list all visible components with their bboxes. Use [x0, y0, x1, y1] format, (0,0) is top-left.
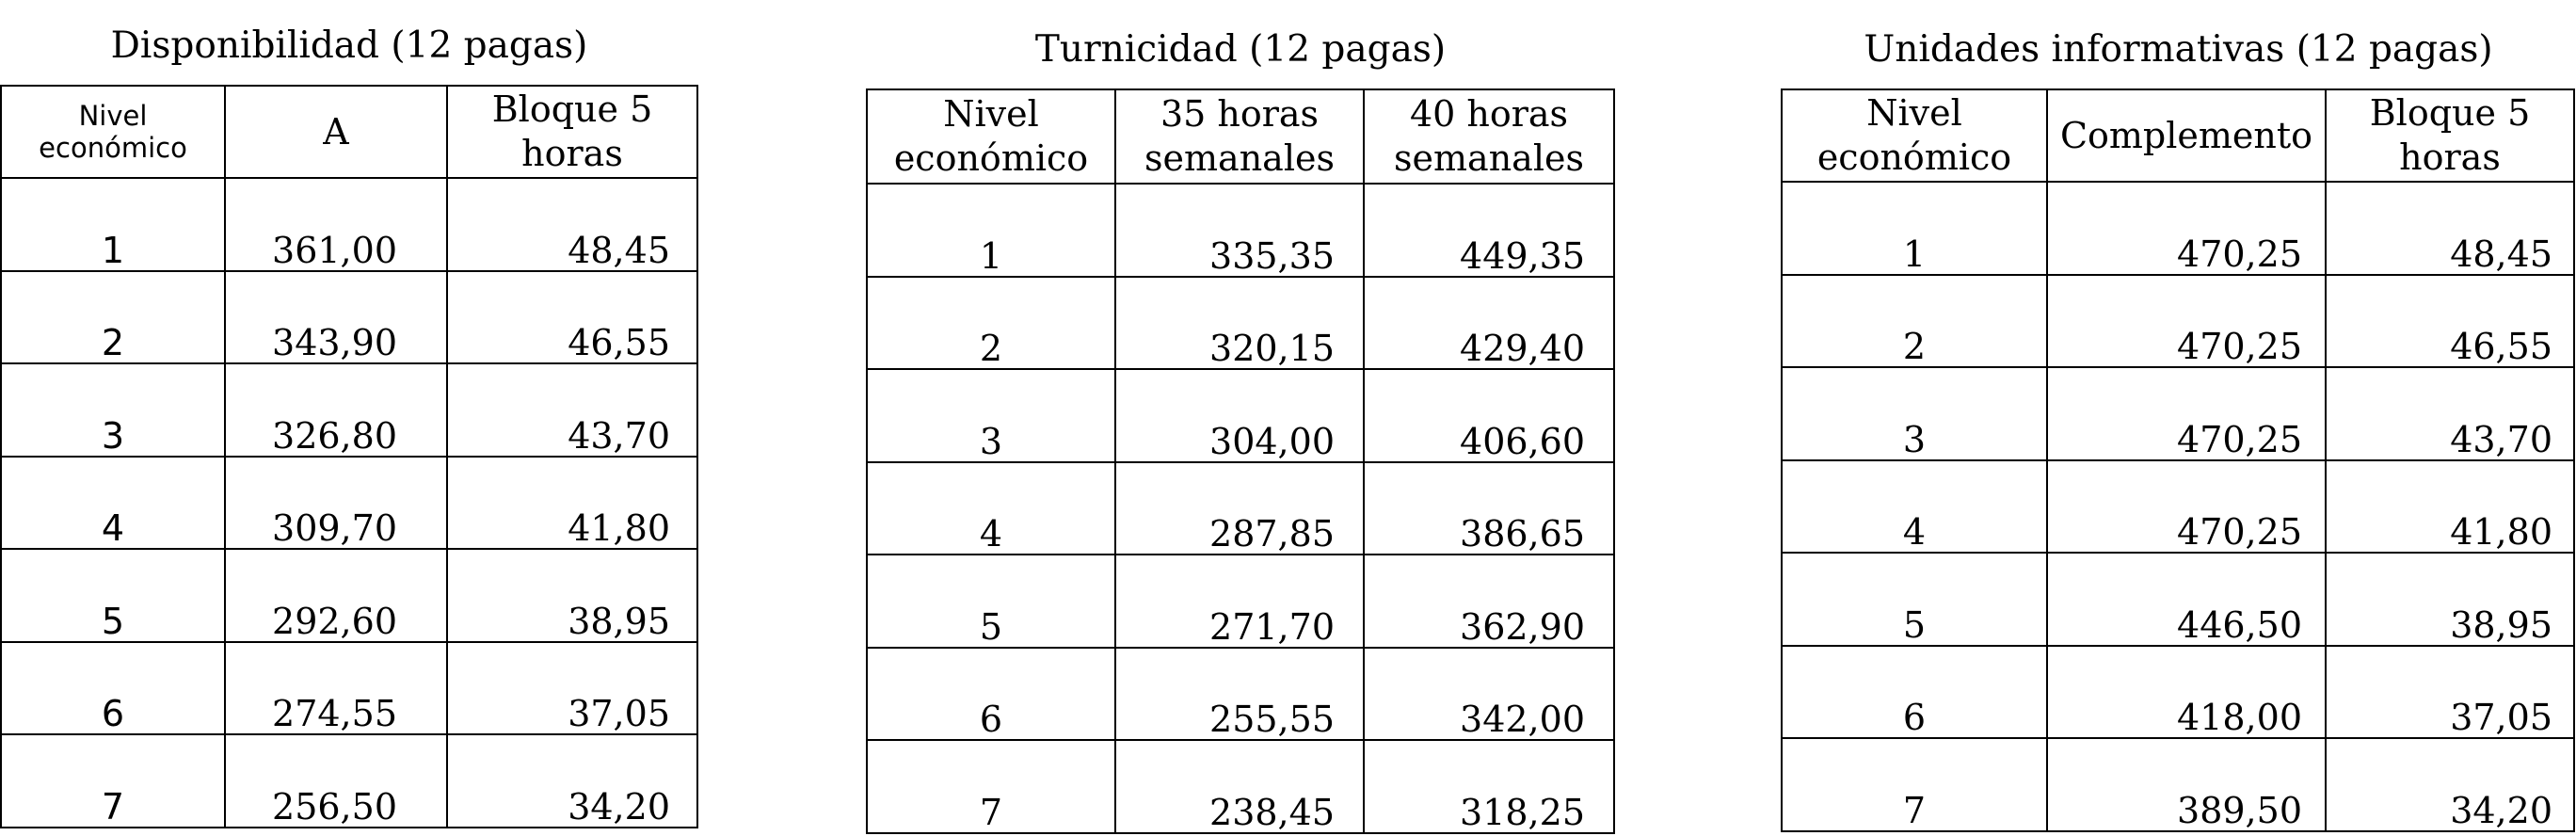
cell-value: 304,00: [1115, 369, 1364, 462]
table-row: [1, 457, 697, 550]
table-row: [1, 549, 697, 642]
cell-level: 7: [1782, 738, 2047, 831]
cell-level: 4: [1, 457, 225, 550]
cell-level: 2: [1, 271, 225, 364]
cell-value: 343,90: [225, 271, 447, 364]
cell-value: 255,55: [1115, 648, 1364, 741]
turnicidad-block: [866, 28, 1615, 836]
cell-value: 43,70: [2326, 367, 2574, 460]
header-nivel: Nivel económico: [867, 89, 1115, 184]
cell-level: 4: [867, 462, 1115, 555]
header-40-horas: 40 horas semanales: [1364, 89, 1614, 184]
cell-value: 406,60: [1364, 369, 1614, 462]
header-a: A: [225, 86, 447, 178]
table-header-row: [1, 86, 697, 178]
cell-value: 470,25: [2047, 182, 2326, 275]
cell-value: 361,00: [225, 178, 447, 271]
cell-level: 2: [867, 277, 1115, 370]
cell-value: 342,00: [1364, 648, 1614, 741]
cell-level: 3: [867, 369, 1115, 462]
table-row: [1782, 460, 2574, 554]
cell-value: 34,20: [447, 734, 697, 828]
cell-value: 449,35: [1364, 184, 1614, 277]
table-header-row: [1782, 89, 2574, 182]
table-row: [1782, 275, 2574, 368]
unidades-informativas-block: [1781, 28, 2576, 836]
cell-level: 6: [1, 642, 225, 735]
cell-value: 46,55: [2326, 275, 2574, 368]
cell-value: 326,80: [225, 363, 447, 457]
cell-level: 1: [1782, 182, 2047, 275]
header-bloque: Bloque 5 horas: [447, 86, 697, 178]
cell-level: 4: [1782, 460, 2047, 554]
cell-level: 6: [1782, 646, 2047, 739]
cell-level: 6: [867, 648, 1115, 741]
header-bloque: Bloque 5 horas: [2326, 89, 2574, 182]
cell-value: 470,25: [2047, 460, 2326, 554]
cell-value: 287,85: [1115, 462, 1364, 555]
table-row: [1, 178, 697, 271]
cell-value: 386,65: [1364, 462, 1614, 555]
table-row: [1782, 367, 2574, 460]
cell-value: 320,15: [1115, 277, 1364, 370]
table-row: [867, 555, 1614, 648]
cell-level: 5: [867, 555, 1115, 648]
cell-value: 41,80: [447, 457, 697, 550]
table-row: [867, 740, 1614, 833]
cell-value: 46,55: [447, 271, 697, 364]
cell-value: 362,90: [1364, 555, 1614, 648]
cell-level: 5: [1, 549, 225, 642]
table-row: [1, 363, 697, 457]
cell-value: 446,50: [2047, 553, 2326, 646]
table-row: [1782, 553, 2574, 646]
unidades-informativas-table: [1781, 88, 2575, 832]
cell-level: 1: [867, 184, 1115, 277]
cell-value: 292,60: [225, 549, 447, 642]
disponibilidad-block: [0, 24, 698, 834]
table-header-row: [867, 89, 1614, 184]
cell-value: 271,70: [1115, 555, 1364, 648]
header-nivel: Nivel económico: [1, 86, 225, 178]
cell-value: 48,45: [2326, 182, 2574, 275]
cell-value: 318,25: [1364, 740, 1614, 833]
cell-level: 2: [1782, 275, 2047, 368]
cell-value: 335,35: [1115, 184, 1364, 277]
cell-value: 256,50: [225, 734, 447, 828]
cell-value: 309,70: [225, 457, 447, 550]
cell-level: 3: [1782, 367, 2047, 460]
cell-value: 429,40: [1364, 277, 1614, 370]
disponibilidad-table: [0, 85, 698, 828]
table-row: [867, 462, 1614, 555]
header-complemento: Complemento: [2047, 89, 2326, 182]
cell-value: 43,70: [447, 363, 697, 457]
cell-level: 7: [1, 734, 225, 828]
cell-value: 238,45: [1115, 740, 1364, 833]
cell-value: 418,00: [2047, 646, 2326, 739]
cell-value: 48,45: [447, 178, 697, 271]
cell-level: 3: [1, 363, 225, 457]
table-row: [867, 277, 1614, 370]
cell-value: 274,55: [225, 642, 447, 735]
cell-value: 38,95: [447, 549, 697, 642]
header-35-horas: 35 horas semanales: [1115, 89, 1364, 184]
cell-value: 470,25: [2047, 275, 2326, 368]
table-row: [1782, 182, 2574, 275]
unidades-informativas-title: Unidades informativas (12 pagas): [1864, 28, 2493, 71]
table-row: [867, 648, 1614, 741]
table-row: [1, 642, 697, 735]
table-row: [1, 734, 697, 828]
header-nivel: Nivel económico: [1782, 89, 2047, 182]
turnicidad-title: Turnicidad (12 pagas): [1034, 28, 1447, 71]
table-row: [1782, 646, 2574, 739]
cell-level: 7: [867, 740, 1115, 833]
cell-value: 389,50: [2047, 738, 2326, 831]
cell-value: 37,05: [2326, 646, 2574, 739]
cell-value: 470,25: [2047, 367, 2326, 460]
disponibilidad-title: Disponibilidad (12 pagas): [110, 24, 588, 67]
cell-value: 41,80: [2326, 460, 2574, 554]
cell-value: 37,05: [447, 642, 697, 735]
cell-value: 34,20: [2326, 738, 2574, 831]
turnicidad-table: [866, 88, 1615, 834]
cell-level: 1: [1, 178, 225, 271]
cell-level: 5: [1782, 553, 2047, 646]
table-row: [867, 369, 1614, 462]
table-row: [867, 184, 1614, 277]
table-row: [1782, 738, 2574, 831]
table-row: [1, 271, 697, 364]
cell-value: 38,95: [2326, 553, 2574, 646]
